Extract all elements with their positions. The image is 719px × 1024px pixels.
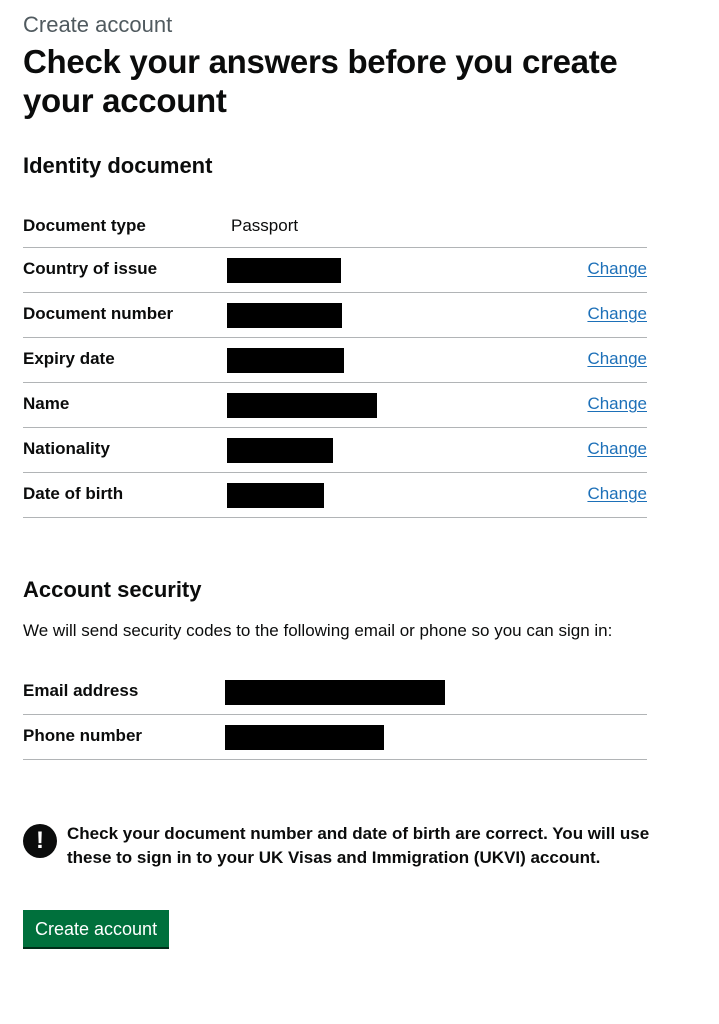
change-document-number-link[interactable]: Change [587, 304, 647, 323]
summary-key: Phone number [23, 726, 143, 745]
create-account-button[interactable]: Create account [23, 910, 169, 947]
main-content [23, 0, 650, 947]
summary-key: Country of issue [23, 259, 158, 278]
change-nationality-link[interactable]: Change [587, 439, 647, 458]
summary-row-nationality [23, 428, 647, 473]
summary-key: Name [23, 394, 70, 413]
security-summary-list [23, 670, 647, 760]
summary-row-document-number [23, 293, 647, 338]
summary-row-phone-number [23, 715, 647, 760]
identity-summary-list [23, 208, 647, 518]
page-caption: Create account [23, 12, 173, 37]
identity-document-heading: Identity document [23, 153, 213, 178]
redacted-value [227, 483, 324, 508]
redacted-value [227, 303, 342, 328]
redacted-value [227, 393, 377, 418]
account-security-heading: Account security [23, 577, 202, 602]
summary-key: Email address [23, 681, 139, 700]
redacted-value [225, 725, 384, 750]
change-expiry-date-link[interactable]: Change [587, 349, 647, 368]
redacted-value [227, 258, 341, 283]
summary-row-document-type [23, 208, 647, 248]
redacted-value [227, 348, 344, 373]
summary-value: Passport [231, 216, 299, 235]
summary-key: Document type [23, 216, 146, 235]
summary-row-expiry-date [23, 338, 647, 383]
summary-key: Expiry date [23, 349, 115, 368]
redacted-value [227, 438, 333, 463]
summary-key: Date of birth [23, 484, 124, 503]
summary-row-name [23, 383, 647, 428]
redacted-value [225, 680, 445, 705]
summary-key: Document number [23, 304, 174, 323]
warning-text-block [23, 822, 667, 870]
warning-message: Check your document number and date of birth are correct. You will use these to sign in to your UK Visas and Immigration (UKVI) account. [67, 824, 650, 867]
summary-row-email-address [23, 670, 647, 715]
change-country-of-issue-link[interactable]: Change [587, 259, 647, 278]
summary-key: Nationality [23, 439, 110, 458]
summary-row-country-of-issue [23, 248, 647, 293]
summary-row-date-of-birth [23, 473, 647, 518]
change-date-of-birth-link[interactable]: Change [587, 484, 647, 503]
exclamation-icon: ! [23, 824, 57, 858]
page-title: Check your answers before you create your account [23, 43, 618, 119]
security-intro-text: We will send security codes to the following email or phone so you can sign in: [23, 621, 613, 640]
change-name-link[interactable]: Change [587, 394, 647, 413]
